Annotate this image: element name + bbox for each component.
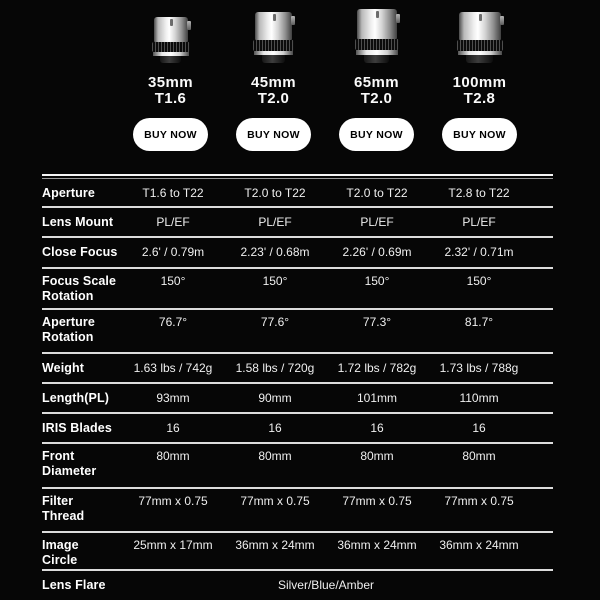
spec-row-label-line: Close Focus — [42, 245, 118, 259]
spec-value-cell: 80mm — [258, 449, 292, 463]
spec-row-label — [42, 538, 122, 568]
spec-row — [42, 412, 553, 442]
spec-value-cell: 36mm x 24mm — [235, 538, 315, 552]
lens-focal-length: 45mm — [251, 74, 296, 91]
spec-row-label-line: Weight — [42, 360, 85, 375]
spec-value-cell: 2.32' / 0.71m — [444, 245, 514, 259]
spec-value-cell: PL/EF — [156, 214, 190, 229]
spec-row-label-line: Focus Scale — [42, 274, 117, 288]
spec-row-label-line: Filter — [42, 494, 74, 508]
spec-value-cell: 80mm — [462, 449, 496, 463]
spec-row — [42, 569, 553, 599]
spec-row-label — [42, 449, 122, 479]
spec-row — [42, 531, 553, 569]
spec-row-label — [42, 215, 122, 230]
buy-now-button[interactable]: BUY NOW — [236, 118, 311, 151]
spec-row-label-line: IRIS Blades — [42, 420, 112, 435]
spec-value-cell: 16 — [370, 420, 384, 435]
spec-value-cell: 76.7° — [158, 315, 188, 329]
spec-row-label-line: Circle — [42, 553, 78, 567]
spec-row — [42, 180, 553, 206]
spec-row — [42, 382, 553, 412]
lens-image-area — [459, 0, 501, 63]
spec-value-cell: T2.0 to T22 — [346, 185, 408, 200]
spec-row-label — [42, 274, 122, 304]
spec-value-cell: 2.6' / 0.79m — [141, 245, 205, 259]
spec-value-cell: 16 — [268, 420, 282, 435]
lens-barrel — [255, 12, 292, 40]
spec-value-cell: PL/EF — [360, 214, 394, 229]
spec-row-label — [42, 186, 122, 201]
lens-image — [459, 12, 501, 63]
spec-value-cell: 90mm — [258, 390, 292, 405]
lens-image-area — [154, 0, 188, 63]
spec-value-cell: 150° — [364, 274, 390, 288]
buy-now-button[interactable]: BUY NOW — [339, 118, 414, 151]
spec-value-cell: 16 — [166, 420, 180, 435]
lens-barrel — [459, 12, 501, 40]
lens-gear-ring — [152, 42, 190, 52]
spec-value-cell: 25mm x 17mm — [133, 538, 213, 552]
spec-row-label-line: Image — [42, 538, 79, 552]
spec-row — [42, 442, 553, 487]
spec-row — [42, 487, 553, 531]
buy-now-button[interactable]: BUY NOW — [442, 118, 517, 151]
lens-column — [325, 0, 428, 175]
lens-mount — [466, 55, 492, 63]
spec-row-label-line: Aperture — [42, 315, 95, 329]
lens-focal-length: 65mm — [354, 74, 399, 91]
spec-row-label-line: Lens Mount — [42, 214, 114, 229]
spec-value-cell: 93mm — [156, 390, 190, 405]
spec-row — [42, 267, 553, 308]
spec-row — [42, 206, 553, 236]
spec-row-label-line: Rotation — [42, 330, 94, 344]
spec-row-label-line: Aperture — [42, 185, 95, 200]
spec-value-cell: 80mm — [360, 449, 394, 463]
spec-value-cell: 77mm x 0.75 — [444, 494, 514, 508]
lens-mount — [262, 55, 285, 63]
spec-row-label — [42, 245, 122, 260]
spec-value-cell: 80mm — [156, 449, 190, 463]
spec-row-label-line: Diameter — [42, 464, 97, 478]
lens-tstop: T2.8 — [463, 90, 496, 107]
spec-value-cell: 36mm x 24mm — [337, 538, 417, 552]
lens-name — [251, 75, 296, 107]
lens-name — [354, 75, 399, 107]
spec-row-label — [42, 361, 122, 376]
spec-value-cell: 16 — [472, 420, 486, 435]
spec-row-label-line: Rotation — [42, 289, 94, 303]
spec-row-label — [42, 391, 122, 406]
spec-value-cell: 77mm x 0.75 — [342, 494, 412, 508]
spec-value-cell: Silver/Blue/Amber — [277, 577, 375, 592]
spec-value-cell: 1.72 lbs / 782g — [337, 360, 417, 375]
spec-value-cell: T2.8 to T22 — [448, 185, 510, 200]
lens-image — [255, 12, 292, 63]
lens-barrel — [357, 9, 397, 39]
spec-value-cell: 1.63 lbs / 742g — [133, 360, 213, 375]
spec-value-cell: 1.58 lbs / 720g — [235, 360, 315, 375]
spec-value-cell: 77mm x 0.75 — [138, 494, 208, 508]
lens-focal-length: 100mm — [452, 74, 507, 91]
spec-row — [42, 236, 553, 267]
spec-row-label-line: Thread — [42, 509, 85, 523]
spec-value-cell: 110mm — [459, 390, 499, 405]
spec-value-cell: 150° — [466, 274, 492, 288]
spec-value-cell: 77.3° — [362, 315, 392, 329]
spec-row-label — [42, 421, 122, 436]
spec-value-cell: 2.23' / 0.68m — [240, 245, 310, 259]
lens-gear-ring — [355, 39, 399, 50]
spec-value-cell: 150° — [262, 274, 288, 288]
lens-tstop: T1.6 — [154, 90, 187, 107]
lens-focal-length: 35mm — [148, 74, 193, 91]
lens-tstop: T2.0 — [360, 90, 393, 107]
buy-now-button[interactable]: BUY NOW — [133, 118, 208, 151]
lens-gear-ring — [457, 40, 503, 51]
spec-value-cell: 2.26' / 0.69m — [342, 245, 412, 259]
spec-value-cell: 77.6° — [260, 315, 290, 329]
spec-row-label — [42, 578, 122, 593]
spec-row-label-line: Length(PL) — [42, 390, 109, 405]
lens-image-area — [255, 0, 292, 63]
lens-column — [222, 0, 325, 175]
spec-row — [42, 308, 553, 352]
product-header — [119, 0, 531, 175]
spec-value-cell: PL/EF — [258, 214, 292, 229]
spec-row-label — [42, 494, 122, 524]
lens-mount — [364, 55, 389, 63]
spec-row-label — [42, 315, 122, 345]
lens-name — [453, 75, 507, 107]
spec-row-label-line: Front — [42, 449, 75, 463]
lens-name — [148, 75, 193, 107]
spec-value-cell: 1.73 lbs / 788g — [439, 360, 519, 375]
lens-image-area — [357, 0, 397, 63]
lens-image — [357, 9, 397, 63]
lens-barrel — [154, 17, 188, 42]
lens-mount — [160, 56, 181, 63]
spec-value-cell: 81.7° — [464, 315, 494, 329]
spec-value-cell: T1.6 to T22 — [142, 185, 204, 200]
lens-column — [119, 0, 222, 175]
lens-column — [428, 0, 531, 175]
spec-value-cell: PL/EF — [462, 214, 496, 229]
spec-value-cell: 101mm — [356, 390, 397, 405]
spec-value-cell: 36mm x 24mm — [439, 538, 519, 552]
lens-gear-ring — [253, 40, 294, 51]
spec-table — [42, 174, 553, 599]
spec-row-label-line: Lens Flare — [42, 577, 106, 592]
lens-image — [154, 17, 188, 63]
spec-rows — [42, 180, 553, 599]
spec-value-cell: T2.0 to T22 — [244, 185, 306, 200]
lens-tstop: T2.0 — [257, 90, 290, 107]
spec-row — [42, 352, 553, 382]
spec-value-cell: 77mm x 0.75 — [240, 494, 310, 508]
spec-value-cell: 150° — [160, 274, 186, 288]
